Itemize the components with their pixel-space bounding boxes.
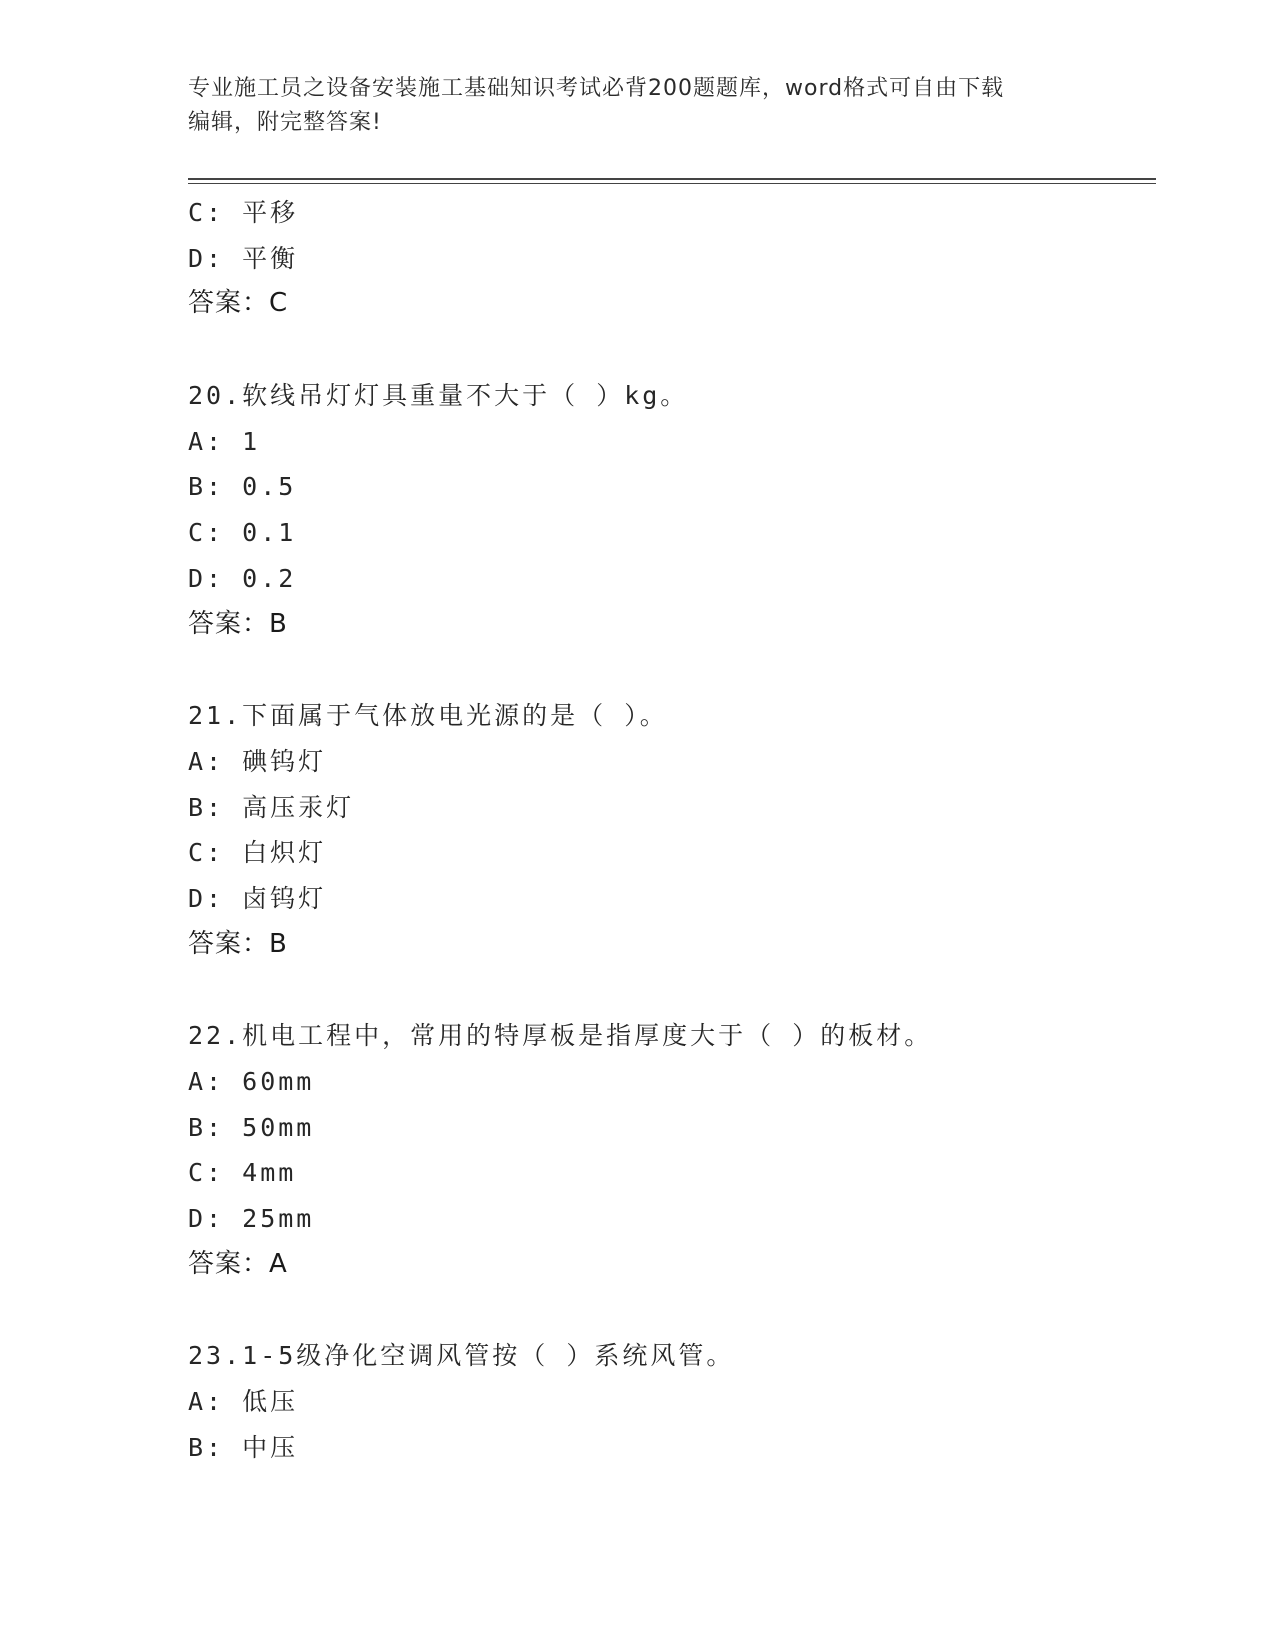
header-rule-thick	[188, 178, 1156, 180]
header-title-line-2: 编辑，附完整答案!	[188, 110, 382, 135]
question-stem: 23.1-5级净化空调风管按（ ）系统风管。	[188, 1341, 735, 1371]
question-block-21	[188, 693, 1156, 967]
question-stem: 21.下面属于气体放电光源的是（ ）。	[188, 701, 668, 731]
header-title-line-1: 专业施工员之设备安装施工基础知识考试必背200题题库，word格式可自由下载	[188, 76, 1005, 101]
question-block-19	[188, 190, 1156, 327]
option-d: D: 平衡	[188, 243, 299, 273]
question-list	[188, 190, 1156, 1471]
document-header	[188, 72, 1088, 140]
option-d: D: 卤钨灯	[188, 883, 327, 913]
option-a: A: 碘钨灯	[188, 746, 327, 776]
option-b: B: 高压汞灯	[188, 792, 355, 822]
answer-line: 答案：B	[188, 928, 288, 959]
option-a: A: 1	[188, 426, 261, 456]
answer-line: 答案：B	[188, 608, 288, 639]
option-b: B: 中压	[188, 1432, 299, 1462]
option-c: C: 平移	[188, 198, 299, 227]
spacer	[188, 967, 1156, 1013]
option-c: C: 4mm	[188, 1158, 297, 1188]
question-block-20	[188, 373, 1156, 647]
option-b: B: 50mm	[188, 1112, 315, 1142]
spacer	[188, 647, 1156, 693]
option-a: A: 60mm	[188, 1067, 315, 1096]
option-a: A: 低压	[188, 1387, 299, 1417]
question-stem: 20.软线吊灯灯具重量不大于（ ）kg。	[188, 381, 689, 411]
option-d: D: 0.2	[188, 563, 297, 593]
question-stem: 22.机电工程中，常用的特厚板是指厚度大于（ ）的板材。	[188, 1021, 933, 1051]
option-d: D: 25mm	[188, 1204, 315, 1234]
option-b: B: 0.5	[188, 472, 297, 502]
spacer	[188, 327, 1156, 373]
option-c: C: 0.1	[188, 518, 297, 548]
question-block-23	[188, 1333, 1156, 1470]
answer-line: 答案：C	[188, 288, 289, 319]
question-block-22	[188, 1013, 1156, 1287]
header-rule-thin	[188, 183, 1156, 184]
option-c: C: 白炽灯	[188, 838, 327, 868]
spacer	[188, 1287, 1156, 1333]
answer-line: 答案：A	[188, 1248, 288, 1279]
